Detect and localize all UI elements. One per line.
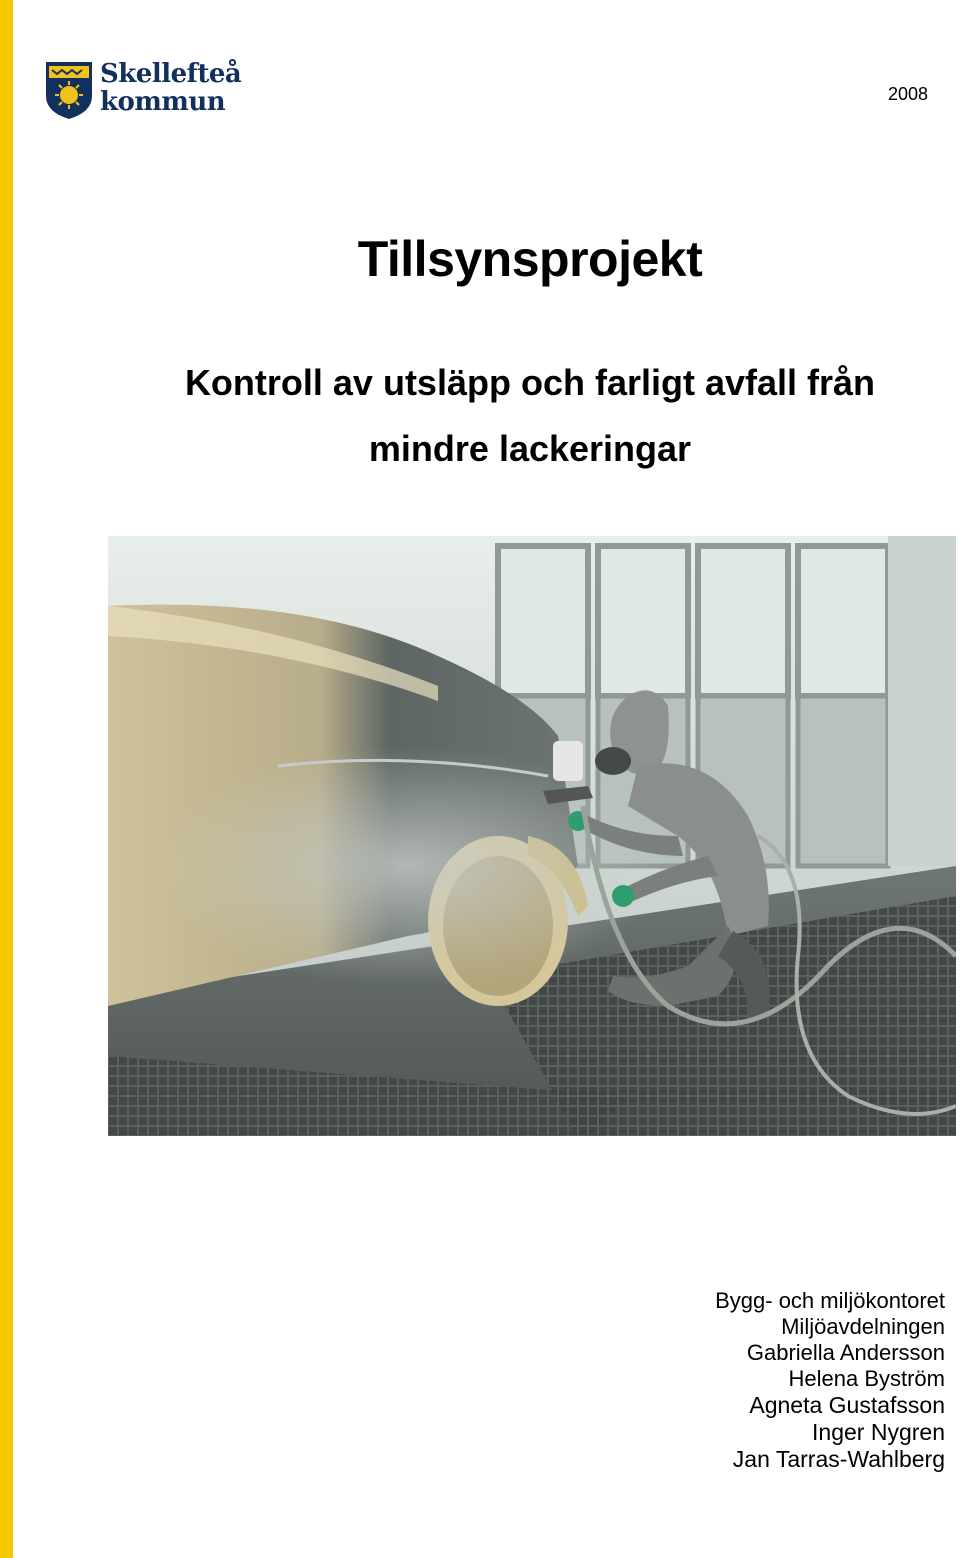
department-name: Bygg- och miljökontoret <box>715 1288 945 1313</box>
skelleftea-kommun-logo <box>44 60 244 122</box>
subtitle-line-2: mindre lackeringar <box>368 428 692 469</box>
document-title <box>0 230 960 288</box>
subtitle-line-1: Kontroll av utsläpp och farligt avfall från <box>184 362 876 403</box>
author-name: Gabriella Andersson <box>746 1340 945 1365</box>
document-subtitle <box>100 350 960 482</box>
logo-wordmark <box>100 60 241 116</box>
author-name: Agneta Gustafsson <box>749 1392 945 1418</box>
logo-line-kommun: kommun <box>100 87 226 117</box>
municipal-coat-of-arms-icon <box>44 60 94 120</box>
author-name: Jan Tarras-Wahlberg <box>732 1446 945 1472</box>
author-name: Inger Nygren <box>812 1419 945 1445</box>
logo-line-skelleftea: Skellefteå <box>100 59 242 89</box>
credits-block <box>715 1288 945 1473</box>
division-name: Miljöavdelningen <box>781 1314 945 1339</box>
author-name: Helena Byström <box>788 1366 945 1391</box>
spray-booth-illustration <box>108 536 956 1136</box>
document-title-text: Tillsynsprojekt <box>357 231 703 287</box>
spray-painting-photo <box>108 536 956 1136</box>
document-year: 2008 <box>887 84 928 104</box>
